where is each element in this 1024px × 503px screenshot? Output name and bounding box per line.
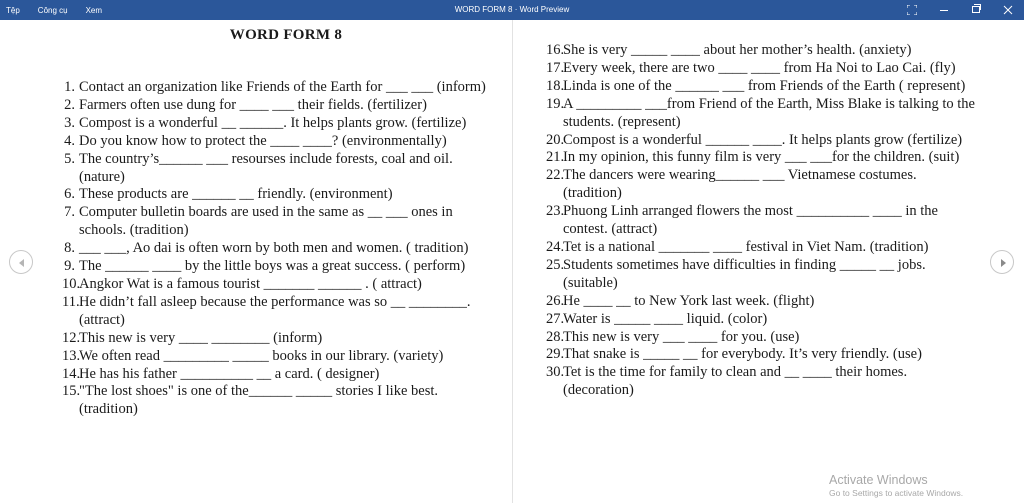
next-page-button[interactable] bbox=[990, 250, 1014, 274]
question-number: 1. bbox=[64, 79, 75, 95]
question-text: Students sometimes have difficulties in finding _____ __ jobs.(suitable) bbox=[563, 256, 926, 291]
right-column bbox=[546, 42, 978, 400]
question-text: Every week, there are two ____ ____ from Ha Noi to Lao Cai. (fly) bbox=[563, 59, 956, 76]
close-button[interactable] bbox=[992, 0, 1024, 20]
question-item bbox=[546, 132, 978, 150]
question-item bbox=[546, 203, 978, 239]
minimize-button[interactable] bbox=[928, 0, 960, 20]
chevron-left-icon bbox=[16, 257, 28, 269]
question-number: 19. bbox=[546, 95, 565, 112]
question-text: Do you know how to protect the ____ ____? (environmentally) bbox=[79, 132, 447, 149]
question-item bbox=[546, 96, 978, 132]
question-number: 16. bbox=[546, 42, 565, 58]
question-number: 3. bbox=[64, 114, 75, 131]
question-item bbox=[546, 257, 978, 293]
question-text: Computer bulletin boards are used in the same as __ ___ ones in schools. (tradition) bbox=[79, 204, 457, 239]
question-number: 5. bbox=[64, 150, 75, 167]
question-text: The dancers were wearing______ ___ Vietnamese costumes. (tradition) bbox=[563, 167, 921, 202]
question-text: Farmers often use dung for ____ ___ their fields. (fertilizer) bbox=[79, 96, 427, 113]
question-text: Contact an organization like Friends of the Earth for ___ ___ (inform) bbox=[79, 79, 486, 95]
question-text: The country’s______ ___ resourses include forests, coal and oil. (nature) bbox=[79, 150, 457, 185]
question-item bbox=[546, 60, 978, 78]
question-number: 29. bbox=[546, 346, 565, 363]
question-text: Tet is a national _______ ____ festival in Viet Nam. (tradition) bbox=[563, 238, 929, 255]
title-bar bbox=[0, 0, 1024, 20]
watermark-title: Activate Windows bbox=[829, 473, 928, 487]
question-item bbox=[62, 204, 494, 240]
document-title: WORD FORM 8 bbox=[229, 27, 343, 43]
question-item bbox=[62, 366, 494, 384]
question-number: 20. bbox=[546, 131, 565, 148]
window-title: WORD FORM 8 · Word Preview bbox=[454, 5, 570, 14]
menu-tools[interactable]: Công cụ bbox=[37, 5, 68, 15]
question-item bbox=[62, 79, 494, 97]
question-number: 23. bbox=[546, 203, 565, 220]
question-item bbox=[546, 346, 978, 364]
question-text: She is very _____ ____ about her mother’s health. (anxiety) bbox=[563, 42, 912, 58]
question-text: Linda is one of the ______ ___ from Friends of the Earth ( represent) bbox=[563, 77, 966, 94]
menu-bar bbox=[6, 0, 120, 20]
question-number: 8. bbox=[64, 240, 75, 257]
question-item bbox=[62, 240, 494, 258]
question-number: 13. bbox=[62, 347, 81, 364]
question-item bbox=[62, 330, 494, 348]
minimize-icon bbox=[940, 10, 948, 11]
chevron-right-icon bbox=[997, 257, 1009, 269]
question-number: 28. bbox=[546, 328, 565, 345]
question-text: We often read _________ _____ books in our library. (variety) bbox=[79, 347, 444, 364]
question-number: 15. bbox=[62, 383, 81, 400]
activate-windows-watermark bbox=[829, 473, 963, 498]
question-text: This new is very ___ ____ for you. (use) bbox=[563, 328, 800, 345]
question-text: Tet is the time for family to clean and __ ____ their homes. (decoration) bbox=[563, 364, 911, 399]
question-item bbox=[62, 97, 494, 115]
question-number: 4. bbox=[64, 132, 75, 149]
restore-icon-front bbox=[972, 6, 980, 13]
question-number: 26. bbox=[546, 292, 565, 309]
question-text: The ______ ____ by the little boys was a great success. ( perform) bbox=[79, 258, 466, 275]
watermark-subtitle: Go to Settings to activate Windows. bbox=[829, 488, 964, 498]
question-text: Phuong Linh arranged flowers the most __________ ____ in the contest. (attract) bbox=[563, 203, 942, 238]
question-number: 22. bbox=[546, 167, 565, 184]
question-text: He ____ __ to New York last week. (flight) bbox=[563, 292, 815, 309]
question-text: He has his father __________ __ a card. ( designer) bbox=[79, 365, 380, 382]
question-number: 9. bbox=[64, 258, 75, 275]
fullscreen-button[interactable] bbox=[896, 0, 928, 20]
question-number: 25. bbox=[546, 256, 565, 273]
question-number: 11. bbox=[62, 293, 80, 310]
question-text: Compost is a wonderful __ ______. It helps plants grow. (fertilize) bbox=[79, 114, 467, 131]
question-item bbox=[546, 364, 978, 400]
previous-page-button[interactable] bbox=[9, 250, 33, 274]
question-text: ___ ___, Ao dai is often worn by both men and women. ( tradition) bbox=[79, 240, 469, 257]
question-item bbox=[62, 186, 494, 204]
close-icon bbox=[1003, 5, 1013, 15]
question-number: 18. bbox=[546, 77, 565, 94]
page-divider bbox=[512, 20, 513, 503]
question-item bbox=[62, 115, 494, 133]
question-item bbox=[62, 276, 494, 294]
question-text: These products are ______ __ friendly. (environment) bbox=[79, 186, 393, 203]
question-number: 7. bbox=[64, 204, 75, 221]
question-number: 24. bbox=[546, 238, 565, 255]
question-number: 12. bbox=[62, 329, 81, 346]
question-number: 10. bbox=[62, 275, 81, 292]
question-number: 6. bbox=[64, 186, 75, 203]
question-item bbox=[62, 151, 494, 187]
fullscreen-icon bbox=[907, 5, 917, 15]
question-text: That snake is _____ __ for everybody. It’s very friendly. (use) bbox=[563, 346, 922, 363]
question-number: 27. bbox=[546, 310, 565, 327]
question-text: In my opinion, this funny film is very ___ ___for the children. (suit) bbox=[563, 149, 960, 166]
question-item bbox=[546, 42, 978, 60]
question-text: This new is very ____ ________ (inform) bbox=[79, 329, 323, 346]
question-item bbox=[62, 294, 494, 330]
restore-button[interactable] bbox=[960, 0, 992, 20]
question-text: Compost is a wonderful ______ ____. It helps plants grow (fertilize) bbox=[563, 131, 963, 148]
menu-view[interactable]: Xem bbox=[85, 5, 103, 15]
question-number: 14. bbox=[62, 365, 81, 382]
question-text: Water is _____ ____ liquid. (color) bbox=[563, 310, 768, 327]
question-item bbox=[62, 258, 494, 276]
question-text: "The lost shoes" is one of the______ _____ stories I like best. (tradition) bbox=[79, 383, 442, 418]
question-item bbox=[62, 383, 494, 419]
question-item bbox=[62, 348, 494, 366]
menu-file[interactable]: Tệp bbox=[6, 5, 20, 15]
question-text: Angkor Wat is a famous tourist _______ ______ . ( attract) bbox=[79, 275, 422, 292]
question-item bbox=[546, 311, 978, 329]
question-text: He didn’t fall asleep because the performance was so __ ________. (attract) bbox=[79, 293, 475, 328]
question-item bbox=[546, 293, 978, 311]
question-number: 2. bbox=[64, 96, 75, 113]
question-number: 17. bbox=[546, 59, 565, 76]
question-item bbox=[546, 78, 978, 96]
question-number: 21. bbox=[546, 149, 565, 166]
left-column bbox=[62, 79, 494, 419]
question-number: 30. bbox=[546, 364, 565, 381]
question-item bbox=[546, 239, 978, 257]
question-text: A _________ ___from Friend of the Earth, Miss Blake is talking to the students. (represent) bbox=[563, 95, 979, 130]
question-item bbox=[546, 149, 978, 167]
question-item bbox=[546, 167, 978, 203]
question-item bbox=[62, 133, 494, 151]
window-controls bbox=[896, 0, 1024, 20]
question-item bbox=[546, 329, 978, 347]
